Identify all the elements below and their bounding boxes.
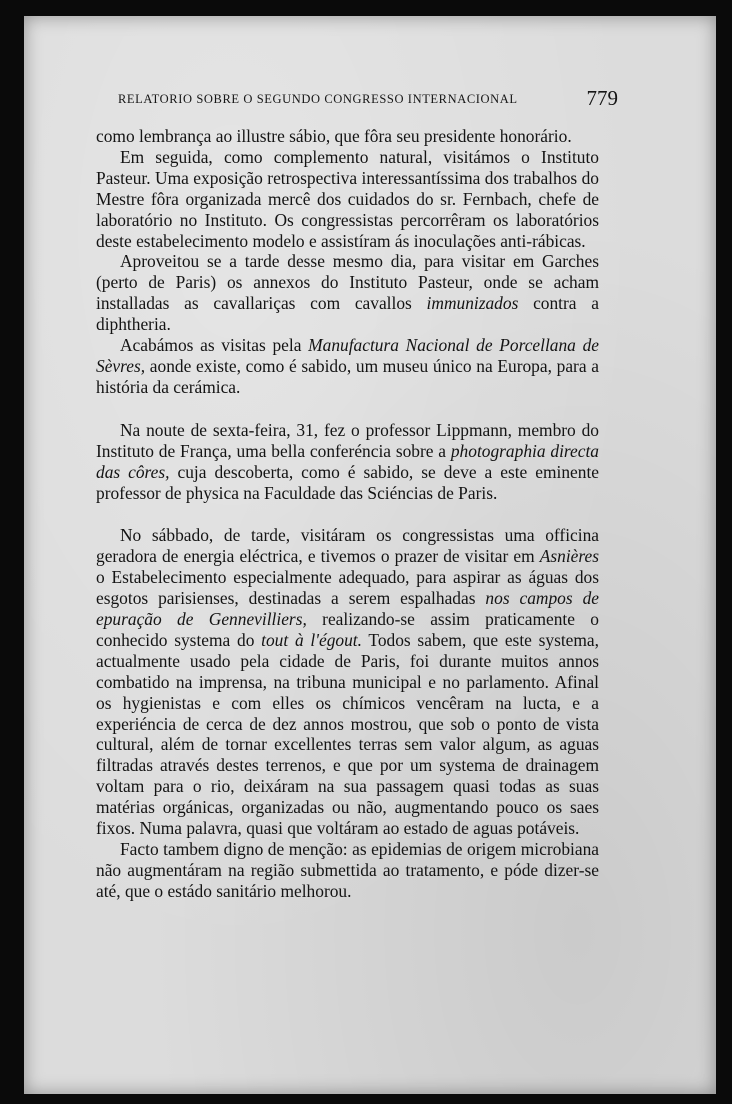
paragraph-2: Em seguida, como complemento natural, visitámos o Instituto Pasteur. Uma exposição retrospectiva interessantíssima dos trabalhos do Mestre fôra organizada mercê dos cuidados do sr. Fernbach, chefe de laboratório no Instituto. Os congressistas percorrêram os laboratórios deste estabelecimento modelo e assistíram ás inoculações anti-rábicas. bbox=[96, 146, 599, 251]
paragraph-6-italic-c: tout à l'égout. bbox=[261, 629, 362, 650]
page-header bbox=[118, 86, 618, 114]
paragraph-3-italic: immunizados bbox=[426, 293, 519, 314]
running-title: RELATORIO SOBRE O SEGUNDO CONGRESSO INTERNACIONAL bbox=[118, 92, 518, 106]
paragraph-5-text-b: cuja descoberta, como é sabido, se deve a este eminente professor de physica na Faculdade das Sciéncias de Paris. bbox=[96, 461, 599, 503]
paragraph-6-italic-a: Asnières bbox=[539, 546, 599, 567]
paragraph-6-text-c: realizando-se assim praticamente o conhecido systema do bbox=[96, 609, 599, 650]
paragraph-4 bbox=[96, 335, 599, 398]
paragraph-1: como lembrança ao illustre sábio, que fôra seu presidente honorário. bbox=[96, 126, 572, 146]
paragraph-7: Facto tambem digno de menção: as epidemias de origem microbiana não augmentáram na região submettida ao tratamento, e póde dizer-se até, que o estádo sanitário melhorou. bbox=[96, 839, 599, 901]
paragraph-4-text-a: Acabámos as visitas pela bbox=[120, 335, 309, 356]
page-number: 779 bbox=[586, 86, 618, 110]
paragraph-4-italic: Manufactura Nacional de Porcellana de Sèvres, bbox=[96, 335, 600, 376]
paragraph-3-text-b: contra a diphtheria. bbox=[96, 293, 599, 335]
paragraph-4-text-b: aonde existe, como é sabido, um museu único na Europa, para a história da cerámica. bbox=[96, 355, 599, 397]
paragraph-5 bbox=[96, 420, 599, 504]
paragraph-6-italic-b: nos campos de epuração de Gennevilliers, bbox=[96, 588, 599, 630]
paragraph-6-text-d: Todos sabem, que este systema, actualmente usado pela cidade de Paris, foi durante muitos annos combatido na imprensa, na tribuna municipal e no parlamento. Afinal os hygienistas e com elles os chímicos vencêram na lucta, e a experiéncia de cerca de dez annos mostrou, que sob o ponto de vista cultural, além de tornar excellentes terras sem valor algum, as aguas filtradas através destes terrenos, e que por um systema de drainagem voltam para o rio, deixáram na sua passagem quasi todas as suas matérias orgánicas, organizadas ou não, augmentando pouco os saes fixos. Numa palavra, quasi que voltáram ao estado de aguas potáveis. bbox=[96, 629, 599, 839]
paragraph-6 bbox=[96, 525, 599, 839]
paragraph-5-text-a: Na noute de sexta-feira, 31, fez o professor Lippmann, membro do Instituto de França, uma bella conferéncia sobre a bbox=[96, 419, 599, 461]
book-page bbox=[24, 16, 716, 1094]
paragraph-6-text-b: o Estabelecimento especialmente adequado, para aspirar as águas dos esgotos parisienses, destinadas a serem espalhadas bbox=[96, 567, 599, 609]
paragraph-5-italic: photographia directa das côres, bbox=[96, 440, 599, 482]
paragraph-6-text-a: No sábbado, de tarde, visitáram os congressistas uma officina geradora de energia eléctrica, e tivemos o prazer de visitar em bbox=[96, 525, 599, 567]
paragraph-3 bbox=[96, 251, 599, 335]
body-text bbox=[96, 126, 599, 902]
paragraph-3-text-a: Aproveitou se a tarde desse mesmo dia, para visitar em Garches (perto de Paris) os annexos do Instituto Pasteur, onde se acham installadas as cavallariças com cavallos bbox=[96, 251, 599, 314]
